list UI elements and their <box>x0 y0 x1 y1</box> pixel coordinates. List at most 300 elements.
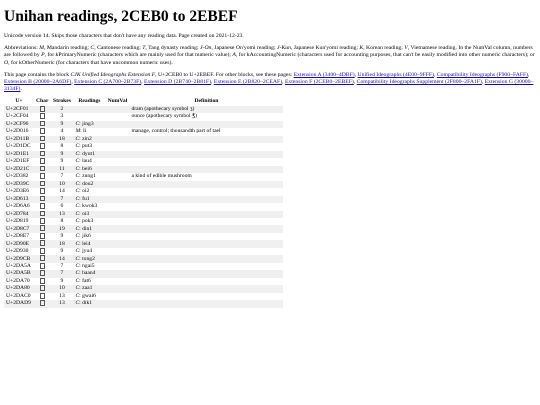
abbrev-desc: Abbreviations: <box>4 45 40 52</box>
readings-cell: C: ngai5 <box>75 262 95 269</box>
missing-glyph-icon <box>40 196 45 202</box>
reading-lang: C <box>75 285 80 292</box>
char-cell <box>34 248 50 255</box>
definition-cell <box>129 151 283 158</box>
readings-cell: C: jing3 <box>75 120 94 127</box>
definition-cell <box>129 211 283 218</box>
codepoint-cell: U+2D8C7 <box>6 225 30 232</box>
readings-cell: C: put3 <box>75 143 93 150</box>
missing-glyph-icon <box>40 293 45 299</box>
abbrev-desc: , Korean reading; <box>363 45 405 52</box>
missing-glyph-icon <box>40 121 45 127</box>
readings-cell: C: zin2 <box>75 135 92 142</box>
reading-lang: C <box>75 188 80 195</box>
reading-value: gwai6 <box>82 292 96 299</box>
char-cell <box>34 151 50 158</box>
char-cell <box>34 143 50 150</box>
readings-cell: C: haan4 <box>75 270 96 277</box>
strokes-cell: 18 <box>59 135 65 142</box>
block-link[interactable]: Compatibility Ideographs Supplement (2F800–2FA1F) <box>356 79 482 86</box>
readings-cell: C: din1 <box>75 225 93 232</box>
numval-cell <box>105 113 129 120</box>
blocks-text: This page contains the block CJK Unified Ideographs Extension F, U+2CEB0 to U+2EBEF. For other blocks, see these pages: Extension A (3400–4DBF), Unified Ideographs (4E00–9FFF), Compatibility Ideographs (F900–FAFF), Extension B (20000–2A6DF), Extension C (2A700–2B73F), Extension D (2B740–2B81F), Extension E (2B820–2CEAF), Extension F (2CEB0–2EBEF), Compatibility Ideographs Supplement (2F800–2FA1F), Extension G (30000–3134F). <box>4 71 534 93</box>
strokes-cell: 9 <box>60 248 64 255</box>
numval-cell <box>105 255 129 262</box>
definition-cell <box>129 203 283 210</box>
block-link[interactable]: Extension A (3400–4DBF) <box>293 71 355 78</box>
reading-value: put3 <box>82 143 93 150</box>
codepoint-cell: U+2D90E <box>6 240 30 247</box>
missing-glyph-icon <box>40 136 45 142</box>
strokes-cell: 9 <box>60 120 64 127</box>
numval-cell <box>105 136 129 143</box>
codepoint-cell: U+2D3E6 <box>6 188 30 195</box>
definition-cell <box>129 181 283 188</box>
numval-cell <box>105 211 129 218</box>
definition-cell <box>129 278 283 285</box>
strokes-cell: 7 <box>60 173 64 180</box>
strokes-cell: 9 <box>60 277 64 284</box>
codepoint-cell: U+2D8E7 <box>6 233 30 240</box>
definition-cell <box>129 285 283 292</box>
strokes-cell: 3 <box>60 113 64 120</box>
codepoint-cell: U+2D11B <box>6 135 30 142</box>
abbrev-desc: , Japanese On'yomi reading; <box>211 45 278 52</box>
reading-value: ngai5 <box>82 262 95 269</box>
numval-cell <box>105 263 129 270</box>
abbrev-key: J-On <box>200 45 212 52</box>
reading-value: jik6 <box>82 233 91 240</box>
abbrev-key: K <box>359 45 364 52</box>
char-cell <box>34 128 50 135</box>
readings-cell: C: lei4 <box>75 240 91 247</box>
table-row <box>4 106 283 113</box>
definition-cell <box>129 218 283 225</box>
missing-glyph-icon <box>40 143 45 149</box>
strokes-cell: 7 <box>60 195 64 202</box>
missing-glyph-icon <box>40 285 45 291</box>
missing-glyph-icon <box>40 211 45 217</box>
char-cell <box>34 211 50 218</box>
readings-cell: C: bei6 <box>75 165 92 172</box>
char-cell <box>34 196 50 203</box>
numval-cell <box>105 166 129 173</box>
table-row <box>4 173 283 180</box>
strokes-cell: 14 <box>59 188 65 195</box>
abbrev-key: V <box>404 45 408 52</box>
missing-glyph-icon <box>40 248 45 254</box>
strokes-cell: 11 <box>59 165 65 172</box>
header-numval: NumVal <box>107 98 128 105</box>
definition-cell <box>129 270 283 277</box>
table-row <box>4 136 283 143</box>
char-cell <box>34 263 50 270</box>
reading-value: jyu4 <box>82 248 93 255</box>
missing-glyph-icon <box>40 173 45 179</box>
table-row <box>4 293 283 300</box>
codepoint-cell: U+2CF01 <box>6 105 29 112</box>
missing-glyph-icon <box>40 225 45 231</box>
codepoint-cell: U+2CF04 <box>6 113 29 120</box>
numval-cell <box>105 270 129 277</box>
char-cell <box>34 188 50 195</box>
readings-cell: C: tong2 <box>75 255 95 262</box>
strokes-cell: 8 <box>60 218 64 225</box>
definition-cell: a kind of edible mushroom <box>131 173 192 180</box>
numval-cell <box>105 278 129 285</box>
reading-lang: C <box>75 218 80 225</box>
table-header-row <box>4 98 283 105</box>
reading-value: dik1 <box>82 300 93 307</box>
definition-cell <box>129 300 283 307</box>
abbrev-key: T <box>142 45 146 52</box>
readings-cell: C: gwai6 <box>75 292 96 299</box>
numval-cell <box>105 181 129 188</box>
codepoint-cell: U+2D1DC <box>6 143 31 150</box>
missing-glyph-icon <box>40 278 45 284</box>
codepoint-cell: U+2D930 <box>6 248 29 255</box>
header-strokes: Strokes <box>52 98 71 105</box>
readings-cell <box>73 113 105 120</box>
readings-cell: C: fu1 <box>75 195 90 202</box>
numval-cell <box>105 203 129 210</box>
readings-cell: C: lau4 <box>75 158 92 165</box>
readings-cell: C: fat6 <box>75 277 91 284</box>
definition-cell <box>129 240 283 247</box>
strokes-cell: 13 <box>59 292 65 299</box>
codepoint-cell: U+2CF96 <box>6 120 29 127</box>
abbreviations-text <box>4 45 536 67</box>
table-row <box>4 166 283 173</box>
readings-cell: C: kwok3 <box>75 203 98 210</box>
block-link[interactable]: Extension E (2B820–2CEAF) <box>213 79 283 86</box>
char-cell <box>34 136 50 143</box>
char-cell <box>34 173 50 180</box>
table-row <box>4 158 283 165</box>
reading-value: dou2 <box>82 180 94 187</box>
missing-glyph-icon <box>40 240 45 246</box>
table-row <box>4 113 283 120</box>
readings-table <box>4 98 283 307</box>
strokes-cell: 9 <box>60 233 64 240</box>
abbrev-desc: , Japanese Kun'yomi reading; <box>290 45 360 52</box>
codepoint-cell: U+2D819 <box>6 218 29 225</box>
definition-cell: ounce (apothecary symbol ℥) <box>131 113 197 120</box>
reading-value: oi3 <box>82 210 90 217</box>
table-row <box>4 270 283 277</box>
codepoint-cell: U+2DAD9 <box>6 300 31 307</box>
strokes-cell: 9 <box>60 158 64 165</box>
table-row <box>4 128 283 135</box>
codepoint-cell: U+2D613 <box>6 195 29 202</box>
numval-cell <box>105 128 129 135</box>
readings-cell: C: dyut1 <box>75 150 95 157</box>
abbrev-key: J-Kun <box>277 45 291 52</box>
abbrev-desc: , for kPrimaryNumeric (characters which are mainly used for that numeric value); <box>44 52 233 59</box>
current-block-name: CJK Unified Ideographs Extension F <box>70 71 156 78</box>
abbrev-desc: , Cantonese reading; <box>94 45 143 52</box>
reading-lang: C <box>75 300 80 307</box>
readings-cell: M: lì <box>75 128 87 135</box>
strokes-cell: 7 <box>60 262 64 269</box>
reading-lang: C <box>75 165 80 172</box>
reading-value: lau4 <box>82 158 92 165</box>
numval-cell <box>105 106 129 113</box>
definition-cell <box>129 233 283 240</box>
readings-cell: C: pok3 <box>75 218 94 225</box>
reading-value: haan4 <box>82 270 96 277</box>
abbrev-key: A <box>232 52 236 59</box>
codepoint-cell: U+2DAC0 <box>6 292 31 299</box>
readings-cell: C: oi2 <box>75 188 90 195</box>
reading-lang: C <box>75 262 80 269</box>
missing-glyph-icon <box>40 181 45 187</box>
header-codepoint: U+ <box>15 98 23 105</box>
abbrev-desc: , Vietnamese reading. In the NumVal column, numbers are followed by <box>4 45 533 59</box>
numval-cell <box>105 196 129 203</box>
definition-cell <box>129 263 283 270</box>
blocks-prefix: This page contains the block <box>4 71 71 78</box>
page-title: Unihan readings, 2CEB0 to 2EBEF <box>4 8 238 25</box>
char-cell <box>34 225 50 232</box>
reading-lang: C <box>75 277 80 284</box>
definition-cell <box>129 248 283 255</box>
reading-value: fat6 <box>82 277 91 284</box>
reading-lang: C <box>75 225 80 232</box>
reading-value: lì <box>83 128 87 135</box>
table-row <box>4 240 283 247</box>
table-row <box>4 285 283 292</box>
codepoint-cell: U+2D1EF <box>6 158 30 165</box>
codepoint-cell: U+2D382 <box>6 173 29 180</box>
block-link[interactable]: Extension G (30000–3134F) <box>4 79 534 93</box>
block-link[interactable]: Extension D (2B740–2B81F) <box>144 79 211 86</box>
missing-glyph-icon <box>40 188 45 194</box>
strokes-cell: 10 <box>59 180 65 187</box>
missing-glyph-icon <box>40 106 45 112</box>
reading-lang: C <box>75 233 80 240</box>
definition-cell <box>129 143 283 150</box>
readings-cell: C: zaa1 <box>75 285 93 292</box>
reading-lang: C <box>75 120 80 127</box>
char-cell <box>34 240 50 247</box>
reading-lang: C <box>75 195 80 202</box>
readings-cell: C: zung1 <box>75 173 96 180</box>
reading-lang: C <box>75 240 80 247</box>
intro-text: Unicode version 14. Skips those characters that don't have any reading data. Page created on 2021-12-23. <box>4 33 244 39</box>
definition-cell <box>129 158 283 165</box>
table-row <box>4 188 283 195</box>
codepoint-cell: U+2D784 <box>6 210 29 217</box>
numval-cell <box>105 240 129 247</box>
char-cell <box>34 203 50 210</box>
definition-cell <box>129 293 283 300</box>
readings-cell: C: dou2 <box>75 180 94 187</box>
definition-cell <box>129 166 283 173</box>
codepoint-cell: U+2D6A6 <box>6 203 30 210</box>
table-row <box>4 151 283 158</box>
readings-cell: C: jyu4 <box>75 248 93 255</box>
char-cell <box>34 270 50 277</box>
missing-glyph-icon <box>40 300 45 306</box>
header-char: Char <box>36 98 49 105</box>
reading-value: jing3 <box>82 120 94 127</box>
block-link[interactable]: Unified Ideographs (4E00–9FFF) <box>357 71 434 78</box>
definition-cell <box>129 136 283 143</box>
table-row <box>4 233 283 240</box>
numval-cell <box>105 158 129 165</box>
numval-cell <box>105 300 129 307</box>
missing-glyph-icon <box>40 151 45 157</box>
strokes-cell: 14 <box>59 255 65 262</box>
numval-cell <box>105 225 129 232</box>
codepoint-cell: U+2D1E1 <box>6 150 30 157</box>
missing-glyph-icon <box>40 128 45 134</box>
codepoint-cell: U+2DA70 <box>6 277 30 284</box>
reading-value: bei6 <box>82 165 92 172</box>
strokes-cell: 6 <box>60 203 64 210</box>
reading-value: tong2 <box>82 255 95 262</box>
table-row <box>4 218 283 225</box>
missing-glyph-icon <box>40 218 45 224</box>
char-cell <box>34 255 50 262</box>
char-cell <box>34 285 50 292</box>
table-row <box>4 196 283 203</box>
block-link[interactable]: Extension C (2A700–2B73F) <box>74 79 142 86</box>
codepoint-cell: U+2DA80 <box>6 285 30 292</box>
reading-value: kwok3 <box>82 203 98 210</box>
strokes-cell: 4 <box>60 128 64 135</box>
char-cell <box>34 106 50 113</box>
abbrev-key: O <box>4 59 9 66</box>
missing-glyph-icon <box>40 113 45 119</box>
strokes-cell: 8 <box>60 143 64 150</box>
missing-glyph-icon <box>40 263 45 269</box>
char-cell <box>34 166 50 173</box>
strokes-cell: 7 <box>60 270 64 277</box>
codepoint-cell: U+2D21C <box>6 165 30 172</box>
reading-value: oi2 <box>82 188 90 195</box>
char-cell <box>34 293 50 300</box>
strokes-cell: 9 <box>60 150 64 157</box>
reading-lang: M <box>75 128 81 135</box>
block-link[interactable]: Compatibility Ideographs (F900–FAFF) <box>436 71 529 78</box>
reading-lang: C <box>75 173 80 180</box>
abbrev-key: M <box>39 45 44 52</box>
reading-value: zung1 <box>82 173 96 180</box>
char-cell <box>34 121 50 128</box>
reading-value: fu1 <box>82 195 90 202</box>
numval-cell <box>105 121 129 128</box>
strokes-cell: 18 <box>59 240 65 247</box>
header-definition: Definition <box>194 98 219 105</box>
reading-value: zin2 <box>82 135 92 142</box>
table-row <box>4 263 283 270</box>
strokes-cell: 10 <box>59 285 65 292</box>
table-row <box>4 121 283 128</box>
table-row <box>4 300 283 307</box>
abbrev-key: C <box>90 45 95 52</box>
reading-lang: C <box>75 255 80 262</box>
header-readings: Readings <box>78 98 101 105</box>
codepoint-cell: U+2DA5B <box>6 270 31 277</box>
table-row <box>4 143 283 150</box>
definition-cell <box>129 225 283 232</box>
table-row <box>4 255 283 262</box>
reading-value: dyut1 <box>82 150 95 157</box>
block-link[interactable]: Extension F (2CEB0–2EBEF) <box>284 79 354 86</box>
char-cell <box>34 300 50 307</box>
reading-value: din1 <box>82 225 93 232</box>
reading-lang: C <box>75 270 80 277</box>
table-row <box>4 248 283 255</box>
reading-value: zaa1 <box>82 285 93 292</box>
reading-lang: C <box>75 158 80 165</box>
definition-cell <box>129 196 283 203</box>
table-row <box>4 181 283 188</box>
readings-cell: C: dik1 <box>75 300 93 307</box>
missing-glyph-icon <box>40 158 45 164</box>
char-cell <box>34 181 50 188</box>
codepoint-cell: U+2DA5A <box>6 262 31 269</box>
definition-cell <box>129 255 283 262</box>
reading-lang: C <box>75 143 80 150</box>
reading-lang: C <box>75 180 80 187</box>
abbrev-desc: , for kOtherNumeric (for characters that have uncommon numeric uses). <box>8 59 173 66</box>
table-row <box>4 278 283 285</box>
table-row <box>4 211 283 218</box>
char-cell <box>34 233 50 240</box>
char-cell <box>34 113 50 120</box>
missing-glyph-icon <box>40 255 45 261</box>
char-cell <box>34 278 50 285</box>
reading-lang: C <box>75 135 80 142</box>
reading-value: lei4 <box>82 240 91 247</box>
abbrev-desc: , Mandarin reading; <box>43 45 91 52</box>
reading-value: pok3 <box>82 218 94 225</box>
strokes-cell: 13 <box>59 300 65 307</box>
definition-cell <box>129 121 283 128</box>
readings-cell: C: oi3 <box>75 210 90 217</box>
numval-cell <box>105 233 129 240</box>
numval-cell <box>105 293 129 300</box>
definition-cell <box>129 188 283 195</box>
missing-glyph-icon <box>40 270 45 276</box>
strokes-cell: 2 <box>60 105 64 112</box>
table-row <box>4 225 283 232</box>
reading-lang: C <box>75 248 80 255</box>
numval-cell <box>105 285 129 292</box>
reading-lang: C <box>75 210 80 217</box>
numval-cell <box>105 151 129 158</box>
abbrev-desc: , Tang dynasty reading; <box>145 45 201 52</box>
codepoint-cell: U+2D016 <box>6 128 29 135</box>
table-row <box>4 203 283 210</box>
codepoint-cell: U+2D39C <box>6 180 30 187</box>
numval-cell <box>105 143 129 150</box>
definition-cell: dram (apothecary symbol ʒ) <box>131 105 195 112</box>
abbrev-key: P <box>41 52 45 59</box>
strokes-cell: 19 <box>59 225 65 232</box>
readings-cell: C: jik6 <box>75 233 91 240</box>
reading-lang: C <box>75 150 80 157</box>
numval-cell <box>105 188 129 195</box>
abbrev-desc: , for kAccountingNumeric (characters used for accounting purposes, that can't be easily modified into other numeric characters); or <box>235 52 535 59</box>
block-link[interactable]: Extension B (20000–2A6DF) <box>4 79 72 86</box>
char-cell <box>34 218 50 225</box>
blocks-mid: , U+2CEB0 to U+2EBEF. For other blocks, see these pages: <box>155 71 294 78</box>
reading-lang: C <box>75 292 80 299</box>
